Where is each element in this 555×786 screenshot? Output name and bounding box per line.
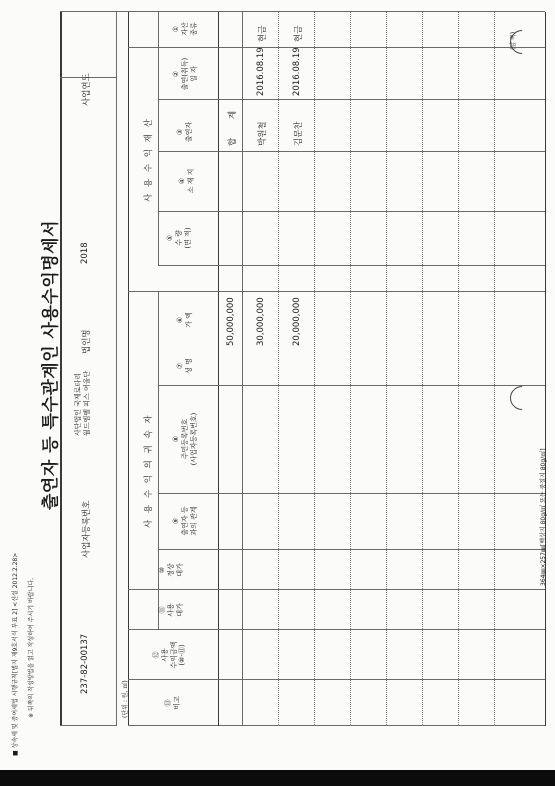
row1-donor: 박원철 [258,121,268,146]
col-remarks: ⑬ 비고 [164,696,181,710]
col-use-price: ⑪ 사용 대가 [158,603,184,617]
table-top [128,12,129,726]
col-date: ② 출연(취득) 일 자 [172,57,198,91]
col-sep [128,291,545,292]
row-rule [458,12,459,726]
row-rule [314,12,315,726]
row-rule [494,12,495,726]
year-value: 2018 [80,242,90,264]
total-value: 50,000,000 [226,297,236,346]
row2-date: 2016.08.19 [292,47,302,96]
row-rule [350,12,351,726]
hole-mark-icon [505,25,539,59]
form-reference: ■ 상속세 및 증여세법 시행규칙[별지 제9호서식 부표 2] <신설 2012.2.28> [12,552,19,756]
instruction-note: ※ 뒤쪽의 작성방법을 읽고 작성하여 주시기 바랍니다. [28,577,35,718]
group-user: 사 용 수 익 의 귀 속 자 [144,413,154,528]
form-title: 출연자 등 특수관계인 사용수익명세서 [41,219,61,510]
paper-spec: 364㎜×257㎜[백상지 80g/㎡ 또는 중질지 80g/㎡] [540,448,547,586]
table-border [128,725,545,726]
col-quantity: ⑤ 수 량 (면 적) [166,227,192,249]
info-bottom [116,12,117,726]
corp-value [74,371,92,436]
info-border [60,725,116,726]
corp-value-line2: 월드엠펠 피스 여울단 [82,370,91,436]
row2-value: 20,000,000 [292,297,302,346]
col-sep [158,99,545,100]
col-sep [158,211,545,212]
row-rule [242,12,243,726]
table-border [60,11,545,12]
col-sep [158,151,545,152]
year-label: 사업연도 [82,73,92,106]
col-donor: ③ 출연자 [176,121,193,143]
row1-kind: 현금 [258,25,268,42]
col-normal-price: ⑩ 정상 대가 [158,563,184,577]
col-sep [158,265,545,266]
row1-value: 30,000,000 [256,297,266,346]
col-sep [158,385,545,386]
col-name: ⑦ 성 명 [176,358,193,374]
col-sep [158,493,545,494]
corp-label: 법인명 [82,329,92,354]
row-rule [278,12,279,726]
row-rule [422,12,423,726]
group-rule-asset [158,12,159,266]
reg-value: 237-82-00137 [80,633,90,694]
col-value-label: ⑥ 가 액 [176,312,193,328]
col-asset-kind: ① 자산 종류 [172,22,198,36]
col-sep [128,47,545,48]
col-use-profit: ⑫ 사용 수익금액 (⑩-⑪) [152,641,187,669]
row-rule [386,12,387,726]
row2-donor: 김문찬 [294,121,304,146]
group-asset: 사 용 수 익 재 산 [144,117,154,202]
corp-value-line1: 사단법인 국제로타리 [74,372,82,436]
col-sep [128,679,545,680]
row2-kind: 현금 [294,25,304,42]
row1-date: 2016.08.19 [256,47,266,96]
col-sep [128,589,545,590]
page-tag: (앞 쪽) [510,31,517,50]
unit-label: (단위 : 원, ㎡) [122,680,129,718]
total-label: 합 계 [228,102,238,146]
header-bottom [218,12,219,726]
hole-mark-icon [505,381,539,415]
scan-edge-bar [0,770,555,786]
col-id-number: ⑧ 주민등록번호 (사업자등록번호) [172,412,198,466]
frame-bottom [545,12,546,726]
col-relation: ⑨ 출연자 등 과의 관계 [172,506,198,536]
col-location: ④ 소 재 지 [178,168,195,194]
col-sep [128,629,545,630]
reg-label: 사업자등록번호 [82,500,92,558]
frame-top [60,12,62,726]
col-sep [158,549,545,550]
